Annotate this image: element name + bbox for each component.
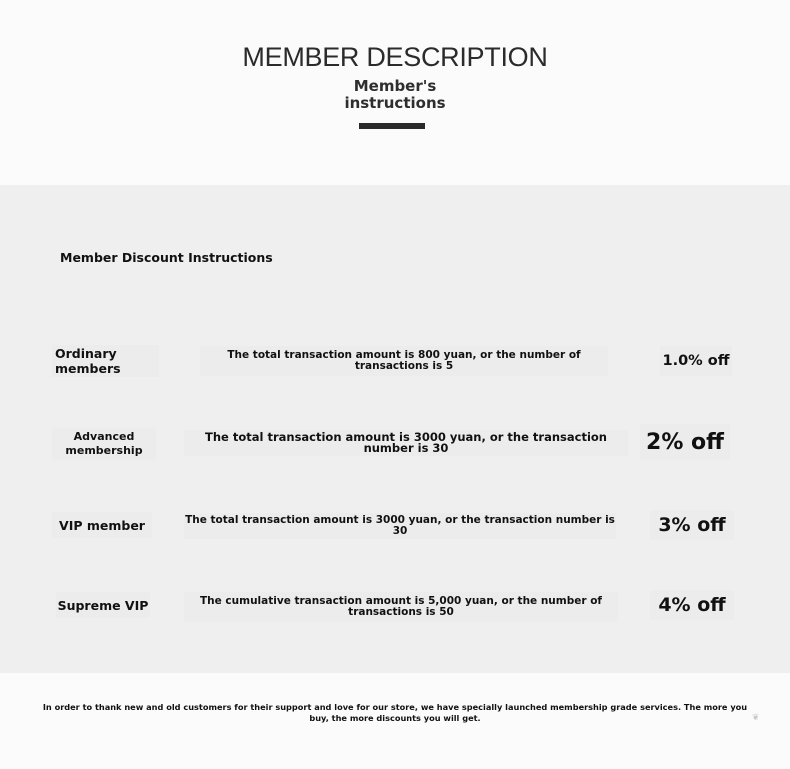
section-heading: Member Discount Instructions xyxy=(60,250,273,265)
tier-discount-supreme: 4% off xyxy=(650,590,734,620)
tier-name-supreme: Supreme VIP xyxy=(56,592,150,618)
subtitle-line-1: Member's xyxy=(353,77,437,95)
tier-condition-supreme: The cumulative transaction amount is 5,000 yuan, or the number of transactions is 50 xyxy=(184,592,618,622)
tier-discount-vip: 3% off xyxy=(650,510,734,540)
tier-condition-vip: The total transaction amount is 3000 yuan, or the transaction number is 30 xyxy=(185,514,615,537)
tier-discount-advanced: 2% off xyxy=(640,424,730,460)
tier-condition-ordinary: The total transaction amount is 800 yuan, or the number of transactions is 5 xyxy=(200,346,608,376)
tier-name-vip: VIP member xyxy=(52,512,152,538)
header-section xyxy=(0,0,790,185)
footer-note: In order to thank new and old customers for their support and love for our store, we have specially launched membership grade services. The more you buy, the more discounts you will get. xyxy=(42,702,748,723)
tier-discount-ordinary: 1.0% off xyxy=(660,346,732,376)
page-subtitle xyxy=(0,78,790,112)
tier-condition-advanced: The total transaction amount is 3000 yuan, or the transaction number is 30 xyxy=(184,430,628,456)
subtitle-line-2: instructions xyxy=(344,94,446,112)
page-title: MEMBER DESCRIPTION xyxy=(242,42,548,72)
title-divider xyxy=(359,123,425,129)
tier-name-advanced: Advanced membership xyxy=(52,428,156,460)
leaf-icon: ❦ xyxy=(752,713,760,723)
tier-name-ordinary: Ordinary members xyxy=(52,345,159,377)
